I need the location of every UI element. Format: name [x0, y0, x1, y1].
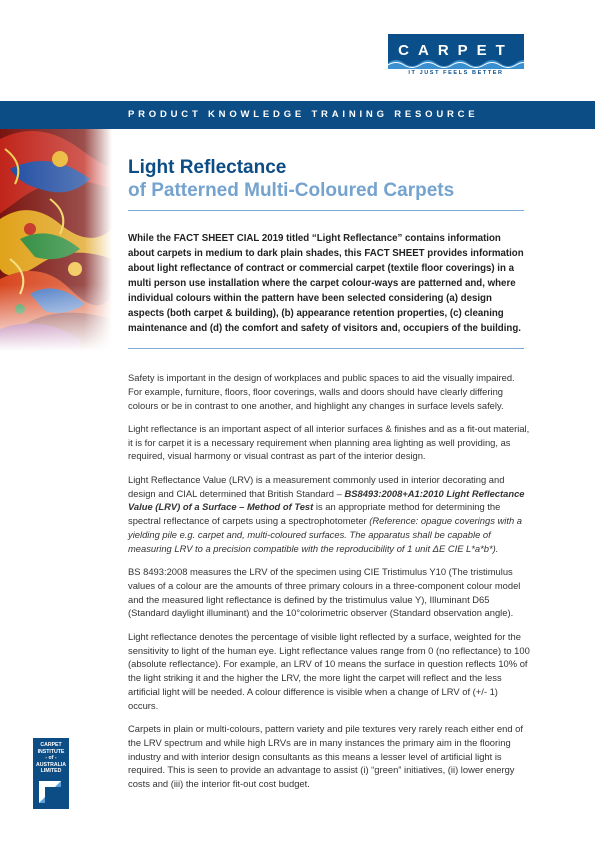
header-banner [0, 101, 595, 129]
paragraph: Light reflectance is an important aspect of all interior surfaces & finishes and as a fit-out material, it is for carpet it is a necessary requirement when planning area lighting as well providing, as required, visual harmony or visual contrast as part of the interior design. [128, 422, 530, 462]
badge-line: LIMITED [40, 768, 62, 775]
page-subtitle: of Patterned Multi-Coloured Carpets [128, 180, 455, 201]
reference-note: (Reference: opague coverings with a yielding pile e.g. carpet and, multi-coloured surfaces. The apparatus shall be capable of measuring LRV to a precision compatible with the reproducibility of 1 unit ΔE CIE L*a*b*). [128, 515, 522, 554]
body-text [128, 371, 530, 801]
divider [128, 210, 524, 211]
paragraph-text: Light Reflectance Value (LRV) is a measurement commonly used in interior decorating and design and CIAL determined that British Standard – [128, 473, 505, 499]
paragraph: Light reflectance denotes the percentage of visible light reflected by a surface, weighted for the sensitivity to light of the human eye. Light reflectance values range from 0 (no reflectance) to 100 (absolute reflectance). For example, an LRV of 10 means the surface in question reflects 10% of the light striking it and the higher the LRV, the more light the carpet will reflect and the less artificial light will be needed. A colour difference is visible when a change of LRV of (+/- 1) occurs. [128, 630, 530, 711]
badge-line: INSTITUTE [37, 748, 65, 755]
paragraph: Safety is important in the design of workplaces and public spaces to aid the visually impaired. For example, furniture, floors, floor coverings, walls and doors should have clearly differing colours or be in contrast to one another, and highlight any changes in surface levels safely. [128, 372, 515, 411]
paragraph: Carpets in plain or multi-colours, pattern variety and pile textures very rarely reach either end of the LRV spectrum and while high LRVs are in many instances the primary aim in the flooring industry and with interior design consultants as this means a lesser level of artificial light is required. This is seen to provide an advantage to assist (i) “green” initiatives, (ii) lower energy costs and (iii) the interior fit-out cost budget. [128, 723, 523, 790]
carpet-logo [388, 34, 524, 80]
carpet-institute-badge [33, 738, 69, 809]
paragraph: BS 8493:2008 measures the LRV of the specimen using CIE Tristimulus Y10 (The tristimulus values of a colour are the amounts of three primary colours in a three-component colour model and the measured light reflectance is defined by the tristimulus value Y), Illuminant D65 (Standard daylight illuminant) and the 10°colorimetric observer (Standard observation angle). [128, 566, 521, 619]
page-title: Light Reflectance [128, 157, 287, 178]
paragraph-text: is an appropriate method for determining the spectral reflectance of carpets using a spectrophotometer [128, 501, 501, 527]
logo-word: CARPET [388, 34, 524, 68]
carpet-pattern-image [0, 129, 112, 351]
badge-line: CARPET [40, 742, 62, 748]
badge-line: - of - [45, 755, 57, 762]
divider [128, 348, 524, 349]
paragraph [128, 473, 530, 556]
badge-line: AUSTRALIA [36, 761, 66, 768]
institute-emblem-icon [37, 779, 63, 805]
intro-paragraph: While the FACT SHEET CIAL 2019 titled “Light Reflectance” contains information about carpets in medium to dark plain shades, this FACT SHEET provides information about light reflectance of contract or commercial carpet (textile floor coverings) in a multi person use installation where the carpet colour-ways are patterned and, where individual colours within the pattern have been selected considering (a) design aspects (both carpet & building), (b) appearance retention properties, (c) cleaning maintenance and (d) the comfort and safety of visitors and, occupiers of the building. [128, 233, 524, 334]
banner-title: PRODUCT KNOWLEDGE TRAINING RESOURCE [128, 109, 479, 120]
standard-reference: BS8493:2008+A1:2010 Light Reflectance Value (LRV) of a Surface – Method of Test [128, 487, 525, 513]
logo-tagline: IT JUST FEELS BETTER [408, 70, 504, 76]
wave-icon [388, 57, 524, 69]
